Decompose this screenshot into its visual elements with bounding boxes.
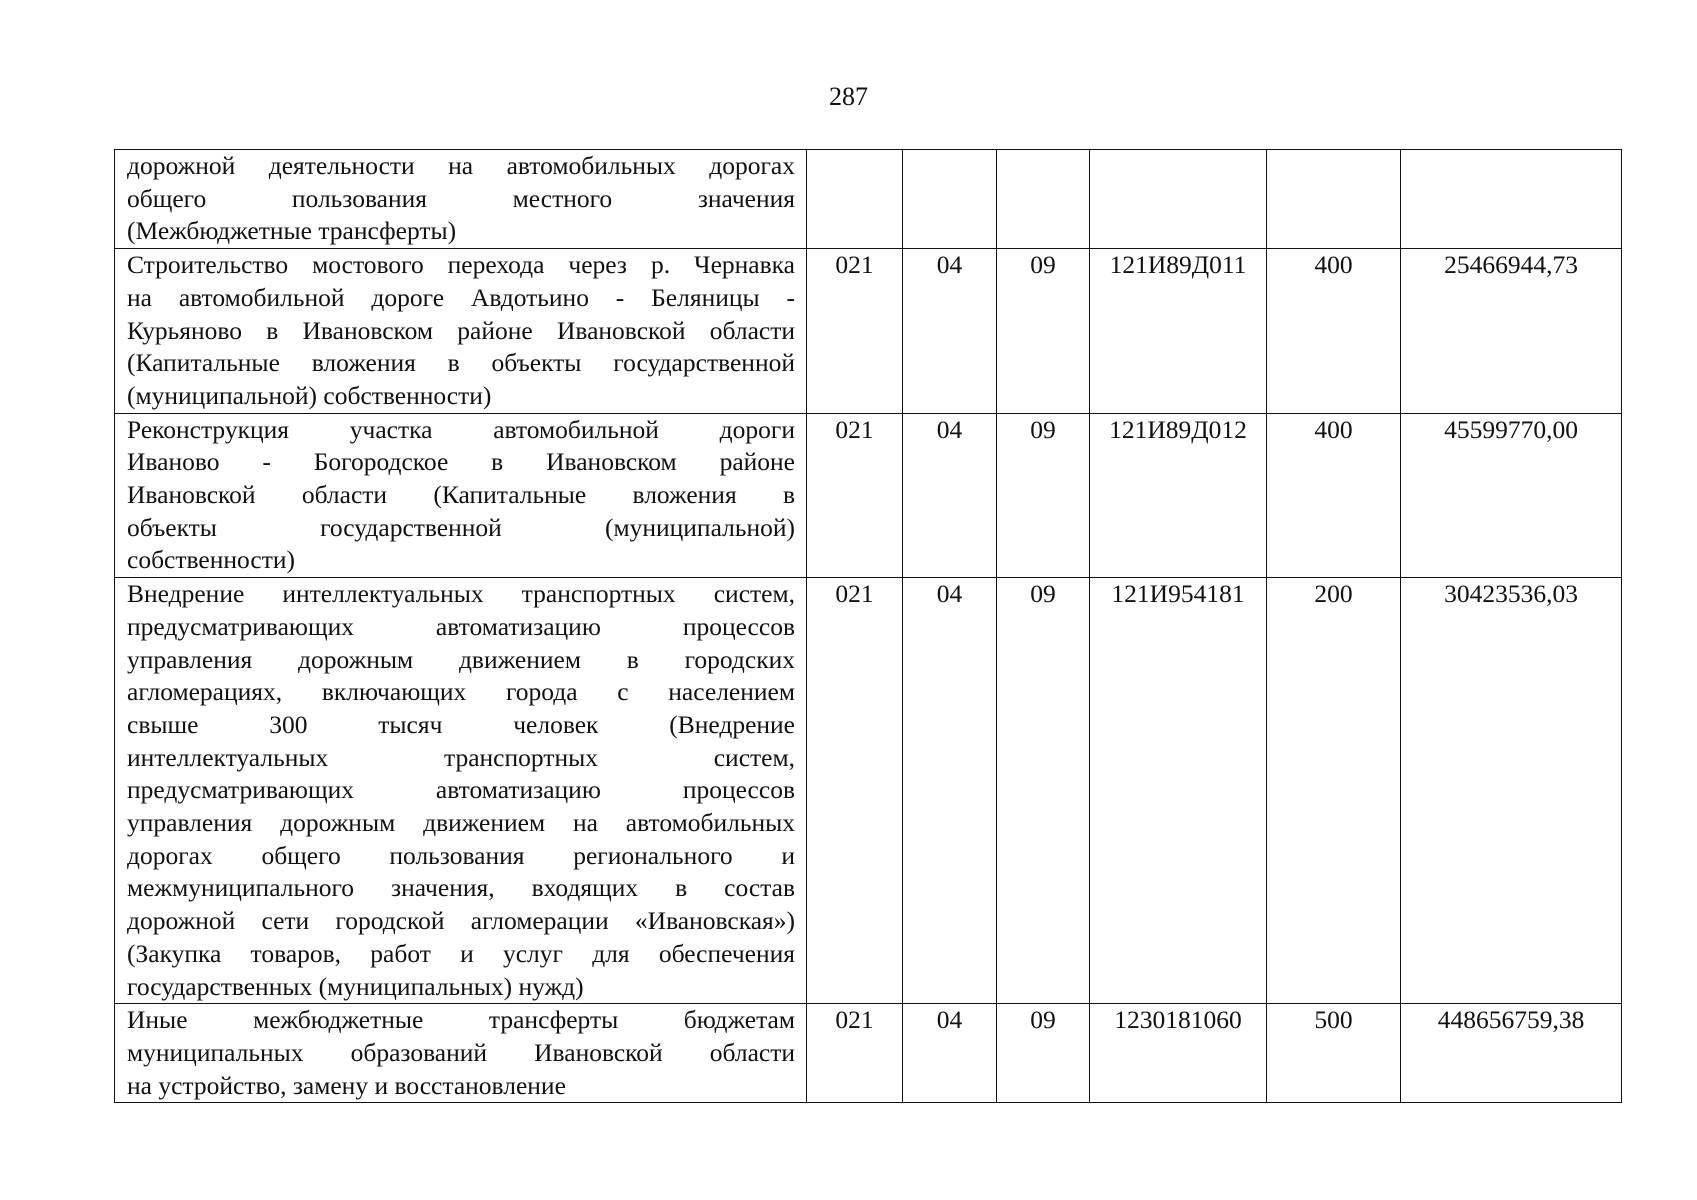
table-body <box>115 150 1622 1103</box>
description-line: предусматривающих автоматизацию процессов <box>127 775 795 805</box>
section-code-cell: 04 <box>903 1004 997 1103</box>
section-code-cell: 04 <box>903 413 997 578</box>
description-line: (муниципальной) собственности) <box>127 380 492 410</box>
description-line: общего пользования местного значения <box>127 183 795 213</box>
description-line: на устройство, замену и восстановление <box>127 1070 566 1100</box>
target-article-cell: 1230181060 <box>1090 1004 1267 1103</box>
description-line: дорожной деятельности на автомобильных дорогах <box>127 151 795 180</box>
description-line: (Закупка товаров, работ и услуг для обеспечения <box>127 938 795 968</box>
subsection-code-cell <box>997 150 1090 249</box>
description-line: на автомобильной дороге Авдотьино - Беляницы - <box>127 282 795 312</box>
description-line: межмуниципального значения, входящих в состав <box>127 873 795 903</box>
description-line: предусматривающих автоматизацию процессов <box>127 611 795 641</box>
section-code-cell: 04 <box>903 578 997 1004</box>
description-line: Иные межбюджетные трансферты бюджетам <box>127 1005 795 1035</box>
description-line: Реконструкция участка автомобильной дороги <box>127 414 795 444</box>
budget-table <box>114 149 1622 1103</box>
description-line: свыше 300 тысяч человек (Внедрение <box>127 709 795 739</box>
description-cell <box>115 249 807 414</box>
target-article-cell: 121И89Д011 <box>1090 249 1267 414</box>
description-line: муниципальных образований Ивановской области <box>127 1037 795 1067</box>
amount-cell: 45599770,00 <box>1401 413 1622 578</box>
description-line: собственности) <box>127 545 295 575</box>
description-line: интеллектуальных транспортных систем, <box>127 742 795 772</box>
description-line: объекты государственной (муниципальной) <box>127 512 795 542</box>
table-row <box>115 150 1622 249</box>
gr-code-cell: 021 <box>807 578 903 1004</box>
expense-type-cell <box>1267 150 1401 249</box>
section-code-cell: 04 <box>903 249 997 414</box>
description-line: агломерациях, включающих города с населением <box>127 677 795 707</box>
description-cell <box>115 150 807 249</box>
description-cell <box>115 578 807 1004</box>
subsection-code-cell: 09 <box>997 413 1090 578</box>
amount-cell <box>1401 150 1622 249</box>
page-number: 287 <box>829 82 868 111</box>
gr-code-cell <box>807 150 903 249</box>
description-line: (Межбюджетные трансферты) <box>127 216 457 246</box>
expense-type-cell: 400 <box>1267 413 1401 578</box>
section-code-cell <box>903 150 997 249</box>
subsection-code-cell: 09 <box>997 1004 1090 1103</box>
description-line: Курьяново в Ивановском районе Ивановской области <box>127 315 795 345</box>
description-line: Ивановской области (Капитальные вложения в <box>127 480 795 510</box>
table-row <box>115 1004 1622 1103</box>
amount-cell: 30423536,03 <box>1401 578 1622 1004</box>
description-line: управления дорожным движением в городских <box>127 644 795 674</box>
target-article-cell <box>1090 150 1267 249</box>
expense-type-cell: 200 <box>1267 578 1401 1004</box>
target-article-cell: 121И89Д012 <box>1090 413 1267 578</box>
table-row <box>115 578 1622 1004</box>
description-line: дорожной сети городской агломерации «Ивановская») <box>127 906 795 936</box>
description-line: (Капитальные вложения в объекты государственной <box>127 348 795 378</box>
description-line: Иваново - Богородское в Ивановском районе <box>127 447 795 477</box>
subsection-code-cell: 09 <box>997 249 1090 414</box>
target-article-cell: 121И954181 <box>1090 578 1267 1004</box>
expense-type-cell: 400 <box>1267 249 1401 414</box>
description-cell <box>115 413 807 578</box>
description-line: управления дорожным движением на автомобильных <box>127 808 795 838</box>
amount-cell: 448656759,38 <box>1401 1004 1622 1103</box>
description-line: Строительство мостового перехода через р. Чернавка <box>127 250 795 280</box>
subsection-code-cell: 09 <box>997 578 1090 1004</box>
gr-code-cell: 021 <box>807 413 903 578</box>
expense-type-cell: 500 <box>1267 1004 1401 1103</box>
description-line: Внедрение интеллектуальных транспортных систем, <box>127 579 795 609</box>
gr-code-cell: 021 <box>807 249 903 414</box>
table-row <box>115 413 1622 578</box>
description-line: дорогах общего пользования регионального и <box>127 840 795 870</box>
table-row <box>115 249 1622 414</box>
amount-cell: 25466944,73 <box>1401 249 1622 414</box>
description-line: государственных (муниципальных) нужд) <box>127 971 584 1001</box>
description-cell <box>115 1004 807 1103</box>
gr-code-cell: 021 <box>807 1004 903 1103</box>
